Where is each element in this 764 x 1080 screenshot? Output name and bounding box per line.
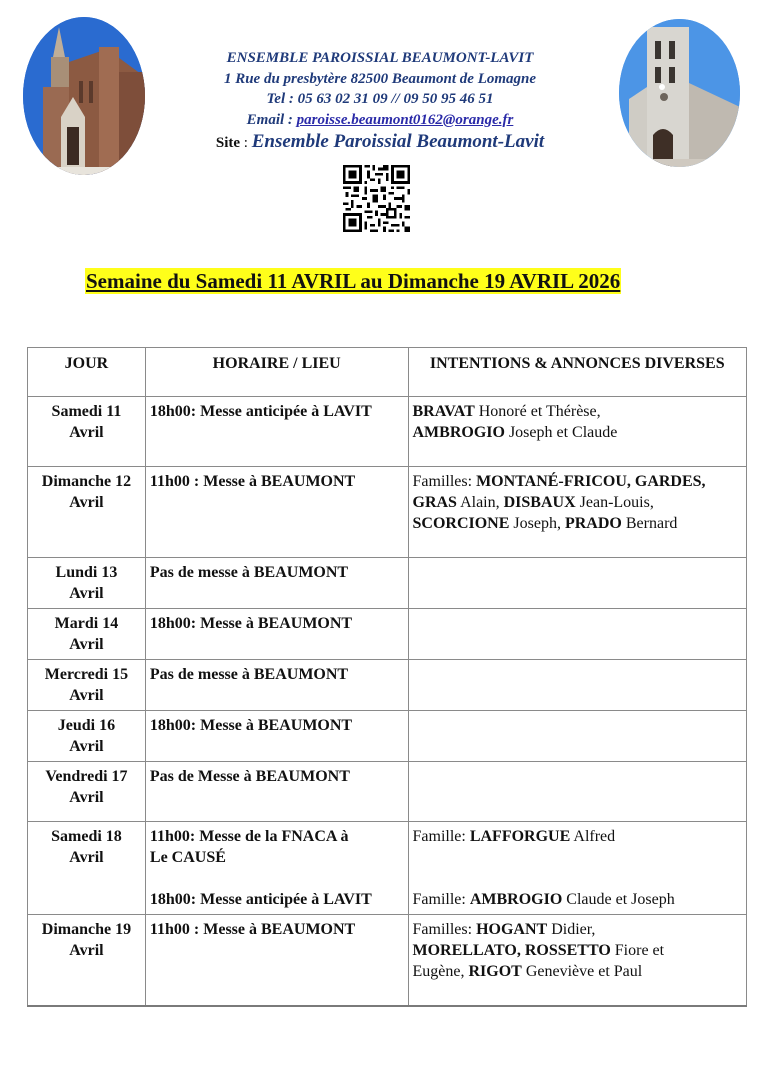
day-label: Dimanche 19 — [41, 921, 132, 938]
schedule-cell — [145, 660, 408, 711]
column-header-jour: JOUR — [28, 348, 146, 397]
schedule-cell — [145, 397, 408, 467]
month-label: Avril — [69, 849, 104, 866]
intention-line — [413, 492, 743, 513]
qr-code[interactable] — [343, 165, 410, 232]
day-label: Mardi 14 — [54, 615, 119, 632]
day-cell — [28, 467, 146, 558]
day-cell — [28, 397, 146, 467]
day-cell — [28, 762, 146, 822]
intention-text: Familles: — [412, 921, 477, 938]
church-photo-left — [23, 17, 145, 175]
intention-text: Jean-Louis, — [575, 494, 654, 511]
schedule-line: 18h00: Messe anticipée à LAVIT — [149, 403, 372, 420]
qr-code-icon — [343, 165, 410, 232]
church-beaumont-icon — [23, 17, 145, 175]
schedule-line: 11h00 : Messe à BEAUMONT — [149, 473, 356, 490]
schedule-line: 18h00: Messe anticipée à LAVIT — [149, 891, 372, 908]
intention-line — [413, 471, 743, 492]
day-label: Lundi 13 — [55, 564, 118, 581]
family-name: AMBROGIO — [412, 424, 505, 441]
day-label: Vendredi 17 — [45, 768, 128, 785]
table-row — [28, 915, 747, 1006]
day-label: Samedi 11 — [51, 403, 122, 420]
intention-text: Honoré et Thérèse, — [474, 403, 601, 420]
intention-text: Bernard — [621, 515, 678, 532]
intention-text: Alfred — [570, 828, 616, 845]
schedule-line: Pas de Messe à BEAUMONT — [149, 768, 350, 785]
table-row — [28, 762, 747, 822]
column-header-intentions: INTENTIONS & ANNONCES DIVERSES — [408, 348, 747, 397]
family-name: PRADO — [564, 515, 622, 532]
day-cell — [28, 822, 146, 915]
parish-site-line — [180, 132, 580, 154]
table-row — [28, 397, 747, 467]
intentions-cell — [408, 397, 747, 467]
intentions-cell — [408, 762, 747, 822]
intention-text: Fiore et — [610, 942, 665, 959]
day-cell — [28, 915, 146, 1006]
schedule-line: Pas de messe à BEAUMONT — [149, 666, 349, 683]
email-link[interactable]: paroisse.beaumont0162@orange.fr — [296, 111, 514, 128]
table-row — [28, 711, 747, 762]
schedule-line: 18h00: Messe à BEAUMONT — [149, 615, 353, 632]
parish-email-line — [180, 110, 580, 131]
table-row — [28, 822, 747, 915]
family-name: GRAS — [412, 494, 457, 511]
month-label: Avril — [69, 636, 104, 653]
intention-text: Geneviève et Paul — [521, 963, 643, 980]
table-header-row — [28, 348, 747, 397]
day-label: Dimanche 12 — [41, 473, 132, 490]
schedule-line: Pas de messe à BEAUMONT — [149, 564, 349, 581]
month-label: Avril — [69, 687, 104, 704]
parish-phone: Tel : 05 63 02 31 09 // 09 50 95 46 51 — [266, 91, 494, 107]
intentions-cell — [408, 609, 747, 660]
month-label: Avril — [69, 738, 104, 755]
intention-text: Eugène, — [412, 963, 469, 980]
schedule-cell — [145, 467, 408, 558]
month-label: Avril — [69, 424, 104, 441]
intentions-cell — [408, 558, 747, 609]
schedule-cell — [145, 711, 408, 762]
intentions-cell — [408, 915, 747, 1006]
intention-line — [413, 401, 743, 422]
intentions-cell — [408, 711, 747, 762]
family-name: AMBROGIO — [469, 891, 563, 908]
site-separator: : — [240, 135, 252, 151]
family-name: LAFFORGUE — [469, 828, 571, 845]
family-name: RIGOT — [468, 963, 522, 980]
intention-line — [413, 961, 743, 982]
day-cell — [28, 609, 146, 660]
schedule-cell — [145, 915, 408, 1006]
family-name: MORELLATO, ROSSETTO — [412, 942, 611, 959]
schedule-cell — [145, 609, 408, 660]
intention-line — [413, 826, 743, 847]
month-label: Avril — [69, 494, 104, 511]
family-name: DISBAUX — [503, 494, 576, 511]
intention-text: Claude et Joseph — [562, 891, 675, 908]
church-photo-right — [619, 19, 740, 167]
month-label: Avril — [69, 585, 104, 602]
family-name: SCORCIONE — [412, 515, 510, 532]
family-name: BRAVAT — [412, 403, 475, 420]
intention-line — [413, 513, 743, 534]
schedule-line: 18h00: Messe à BEAUMONT — [149, 717, 353, 734]
schedule-cell — [145, 558, 408, 609]
month-label: Avril — [69, 942, 104, 959]
parish-name: ENSEMBLE PAROISSIAL BEAUMONT-LAVIT — [226, 50, 534, 66]
day-label: Mercredi 15 — [44, 666, 129, 683]
intention-line — [413, 940, 743, 961]
schedule-line: Le CAUSÉ — [149, 849, 226, 866]
intentions-cell — [408, 822, 747, 915]
schedule-line: 11h00 : Messe à BEAUMONT — [149, 921, 356, 938]
intention-text: Didier, — [547, 921, 596, 938]
family-name: MONTANÉ-FRICOU, GARDES, — [476, 473, 706, 490]
day-label: Samedi 18 — [51, 828, 122, 845]
intention-line — [413, 889, 743, 910]
intentions-cell — [408, 660, 747, 711]
schedule-spacer — [150, 868, 404, 889]
site-label: Site — [215, 135, 241, 151]
parish-address: 1 Rue du presbytère 82500 Beaumont de Lomagne — [223, 70, 537, 87]
intention-spacer — [413, 847, 743, 868]
table-body — [28, 397, 747, 1006]
schedule-line: 11h00: Messe de la FNACA à — [149, 828, 349, 845]
table-row — [28, 609, 747, 660]
intention-text: Famille: — [412, 828, 470, 845]
email-label: Email : — [246, 111, 297, 128]
day-label: Jeudi 16 — [57, 717, 116, 734]
table-row — [28, 558, 747, 609]
mass-schedule-table — [27, 347, 747, 1007]
table-row — [28, 660, 747, 711]
church-lavit-icon — [619, 19, 740, 167]
column-header-horaire: HORAIRE / LIEU — [145, 348, 408, 397]
week-title: Semaine du Samedi 11 AVRIL au Dimanche 19 AVRIL 2026 — [86, 269, 621, 293]
schedule-cell — [145, 822, 408, 915]
parish-header — [180, 48, 580, 154]
intention-line — [413, 422, 743, 443]
table-row — [28, 467, 747, 558]
intention-text: Familles: — [412, 473, 477, 490]
intention-text: Famille: — [412, 891, 470, 908]
day-cell — [28, 660, 146, 711]
schedule-cell — [145, 762, 408, 822]
intention-text: Joseph, — [509, 515, 565, 532]
intention-line — [413, 919, 743, 940]
month-label: Avril — [69, 789, 104, 806]
intention-spacer — [413, 868, 743, 889]
intentions-cell — [408, 467, 747, 558]
day-cell — [28, 558, 146, 609]
intention-text: Joseph et Claude — [504, 424, 618, 441]
family-name: HOGANT — [476, 921, 548, 938]
day-cell — [28, 711, 146, 762]
intention-text: Alain, — [456, 494, 504, 511]
site-name: Ensemble Paroissial Beaumont-Lavit — [251, 131, 545, 152]
